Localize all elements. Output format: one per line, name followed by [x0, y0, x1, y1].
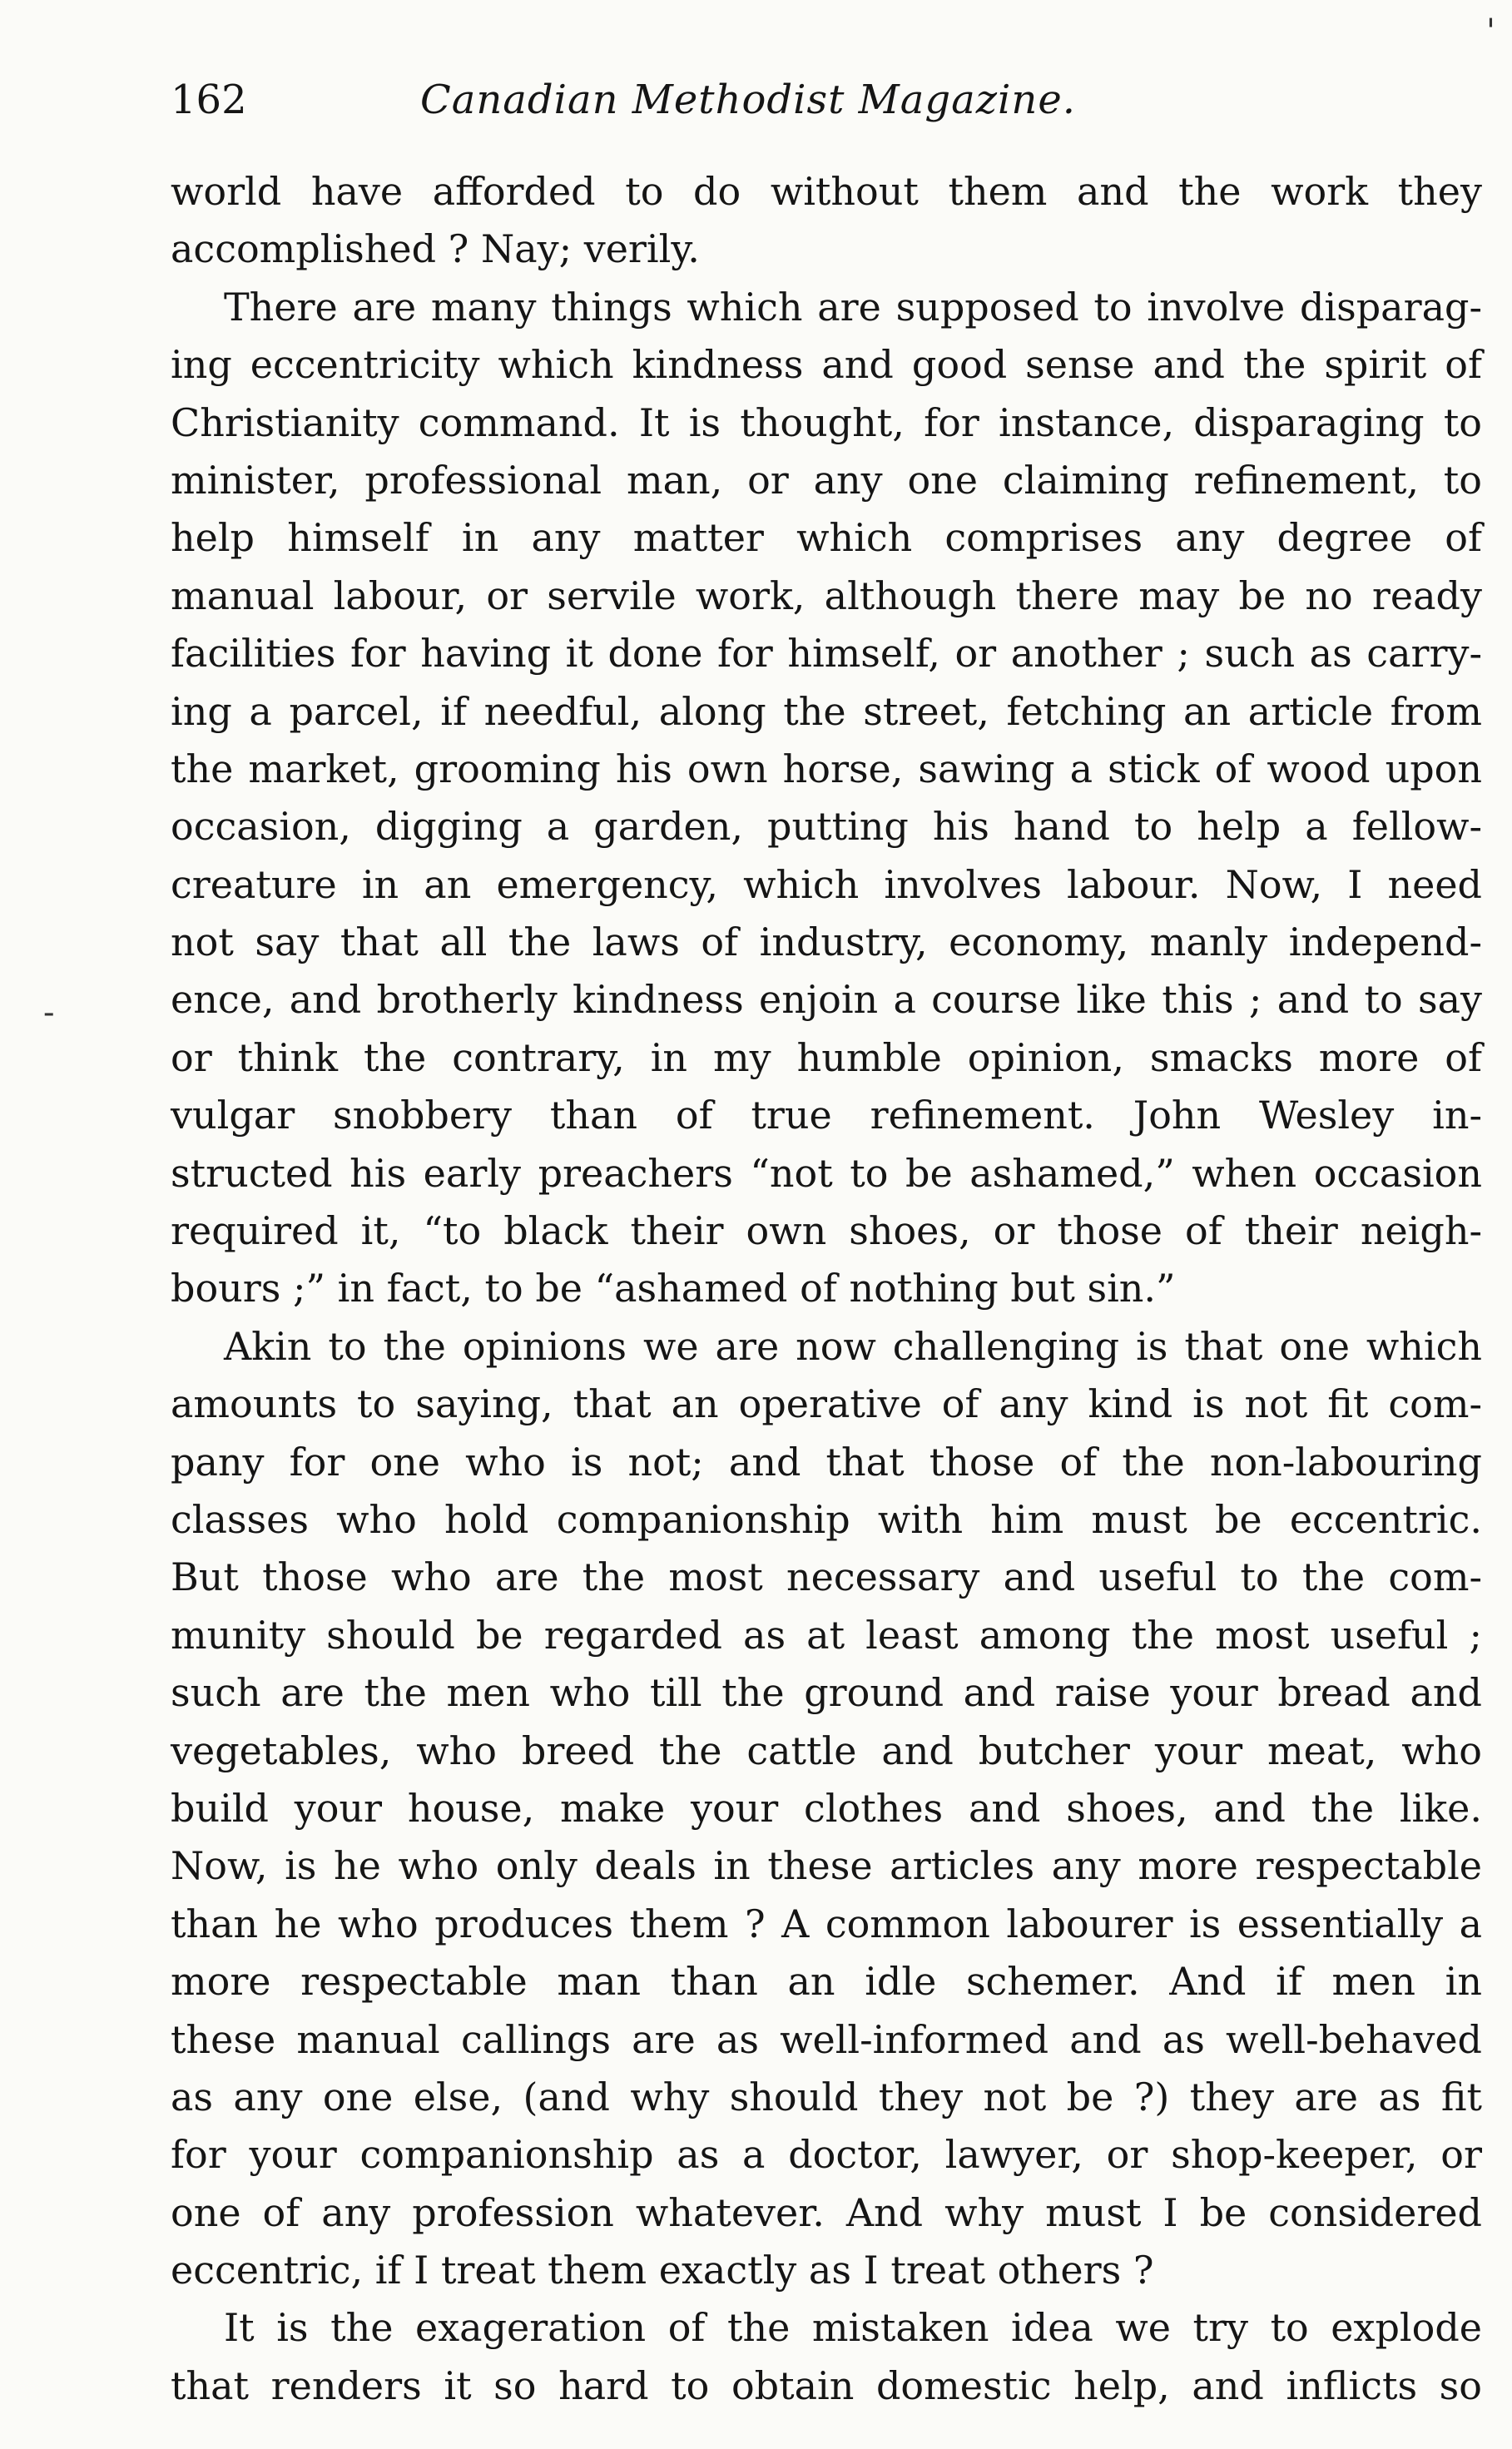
text-line: Akin to the opinions we are now challenging is that one which: [224, 1323, 1482, 1369]
text-line: build your house, make your clothes and shoes, and the like.: [171, 1785, 1482, 1831]
text-line: vegetables, who breed the cattle and butcher your meat, who: [171, 1728, 1482, 1773]
scan-speck-mark: ': [1486, 12, 1495, 51]
text-line: such are the men who till the ground and raise your bread and: [171, 1670, 1482, 1716]
journal-title: Canadian Methodist Magazine.: [420, 77, 1076, 123]
text-line: more respectable man than an idle schemer. And if men in: [171, 1959, 1482, 2005]
text-line: Christianity command. It is thought, for instance, disparaging to: [171, 399, 1482, 445]
text-line: amounts to saying, that an operative of any kind is not fit com-: [171, 1381, 1482, 1427]
text-line: It is the exageration of the mistaken idea we try to explode: [224, 2305, 1482, 2351]
text-line: help himself in any matter which comprises any degree of: [171, 515, 1482, 561]
text-line: not say that all the laws of industry, economy, manly independ-: [171, 920, 1482, 965]
text-line: required it, “to black their own shoes, or those of their neigh-: [171, 1208, 1482, 1254]
text-line: world have afforded to do without them and the work they: [171, 169, 1482, 214]
text-line: structed his early preachers “not to be ashamed,” when occasion: [171, 1150, 1482, 1196]
text-line: or think the contrary, in my humble opinion, smacks more of: [171, 1034, 1482, 1080]
text-line: vulgar snobbery than of true refinement. John Wesley in-: [171, 1093, 1482, 1138]
text-line: one of any profession whatever. And why must I be considered: [171, 2189, 1482, 2235]
text-line: occasion, digging a garden, putting his hand to help a fellow-: [171, 804, 1482, 850]
text-line: than he who produces them ? A common labourer is essentially a: [171, 1901, 1482, 1946]
scan-speck-mark: -: [43, 994, 55, 1032]
text-line: that renders it so hard to obtain domestic help, and inflicts so: [171, 2362, 1482, 2408]
text-line: pany for one who is not; and that those of the non-labouring: [171, 1439, 1482, 1485]
text-line: the market, grooming his own horse, sawing a stick of wood upon: [171, 746, 1482, 791]
text-line: creature in an emergency, which involves labour. Now, I need: [171, 861, 1482, 907]
text-line: ence, and brotherly kindness enjoin a course like this ; and to say: [171, 977, 1482, 1023]
text-line: munity should be regarded as at least among the most useful ;: [171, 1612, 1482, 1658]
text-line: these manual callings are as well-informed and as well-behaved: [171, 2016, 1482, 2062]
text-line: Now, is he who only deals in these articles any more respectable: [171, 1843, 1482, 1889]
text-line: accomplished ? Nay; verily.: [171, 226, 700, 272]
text-line: minister, professional man, or any one claiming refinement, to: [171, 457, 1482, 503]
text-line: facilities for having it done for himself, or another ; such as carry-: [171, 631, 1482, 677]
page-number: 162: [171, 77, 247, 123]
running-head: [171, 67, 1502, 133]
text-line: eccentric, if I treat them exactly as I treat others ?: [171, 2248, 1154, 2293]
text-line: classes who hold companionship with him must be eccentric.: [171, 1496, 1482, 1542]
text-line: manual labour, or servile work, although there may be no ready: [171, 573, 1482, 618]
text-line: as any one else, (and why should they not be ?) they are as fit: [171, 2074, 1482, 2119]
text-line: ing eccentricity which kindness and good sense and the spirit of: [171, 342, 1482, 388]
text-line: There are many things which are supposed to involve disparag-: [224, 284, 1482, 330]
text-line: ing a parcel, if needful, along the street, fetching an article from: [171, 688, 1482, 734]
text-line: for your companionship as a doctor, lawyer, or shop-keeper, or: [171, 2132, 1482, 2178]
text-line: But those who are the most necessary and useful to the com-: [171, 1554, 1482, 1600]
text-line: bours ;” in fact, to be “ashamed of nothing but sin.”: [171, 1266, 1176, 1311]
body-text: [171, 163, 1482, 2415]
